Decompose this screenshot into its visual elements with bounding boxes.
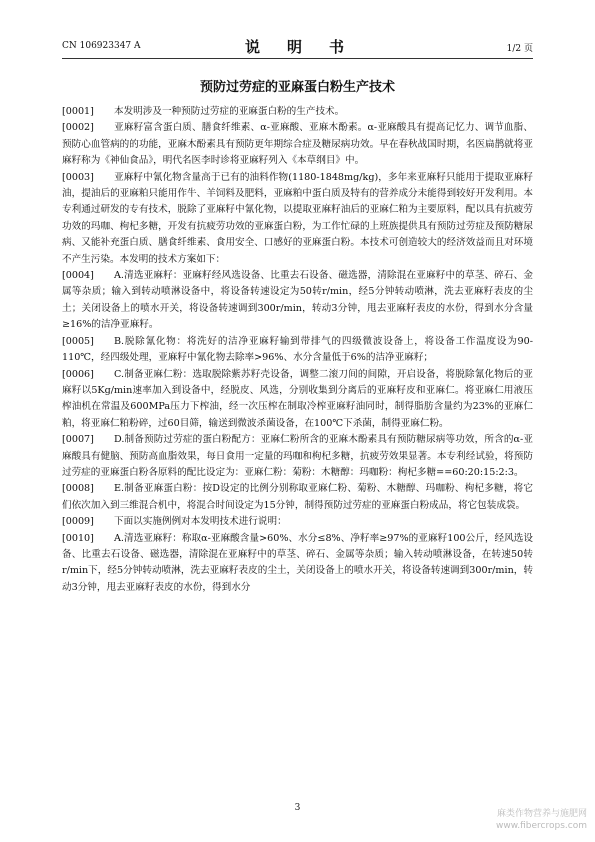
document-type: 说 明 书: [244, 38, 350, 56]
paragraph-number: [0007]: [62, 434, 94, 446]
paragraph-text: A.清选亚麻籽：称取α-亚麻酸含量>60%、水分≤8%、净籽率≥97%的亚麻籽100公斤，经风选设备、比重去石设备、磁选器，清除混在亚麻籽中的草茎、碎石、金属等杂质；输入转动喷淋设备，在转速50转r/min下，经5分钟转动喷淋，洗去亚麻籽表皮的尘土，关闭设备上的喷水开关，将设备转速调到300r/min，转动3分钟，甩去亚麻籽表皮的水份，得到水分: [62, 532, 533, 593]
paragraph-number: [0005]: [62, 335, 94, 347]
paragraph-number: [0010]: [62, 532, 94, 544]
patent-number: CN 106923347 A: [62, 41, 141, 51]
paragraph-number: [0004]: [62, 270, 94, 282]
page-header: [62, 36, 533, 59]
paragraph: [62, 170, 533, 268]
paragraph: [62, 120, 533, 169]
paragraph-text: 本发明涉及一种预防过劳症的亚麻蛋白粉的生产技术。: [114, 106, 345, 117]
page-number: 3: [294, 803, 301, 813]
paragraph: [62, 481, 533, 514]
document-title: 预防过劳症的亚麻蛋白粉生产技术: [199, 80, 395, 95]
document-body: [62, 104, 533, 596]
paragraph: [62, 104, 533, 120]
paragraph-text: E.制备亚麻蛋白粉：按D设定的比例分别称取亚麻仁粉、菊粉、木糖醇、玛咖粉、枸杞多糖，将它们依次加入到三维混合机中，将混合时间设定为15分钟，制得预防过劳症的亚麻蛋白粉成品，将它包装成袋。: [62, 483, 533, 511]
paragraph-number: [0002]: [62, 122, 94, 134]
paragraph-text: 亚麻籽中氰化物含量高于已有的油料作物(1180-1848mg/kg)，多年来亚麻籽只能用于提取亚麻籽油，提油后的亚麻粕只能用作牛、羊饲料及肥料，亚麻粕中蛋白质及特有的营养成分未能得到较好开发利用。本专利通过研发的专有技术，脱除了亚麻籽中氰化物，以提取亚麻籽油后的亚麻仁粕为主要原料，配以具有抗疲劳功效的玛咖、枸杞多糖，开发有抗疲劳功效的亚麻蛋白粉，为工作忙碌的上班族提供具有预防过劳症及预防糖尿病、又能补充蛋白质、膳食纤维素、食用安全、口感好的亚麻蛋白粉。本技术可创造较大的经济效益而且对环境不产生污染。本发明的技术方案如下：: [62, 171, 533, 265]
paragraph-number: [0001]: [62, 106, 94, 117]
paragraph-number: [0009]: [62, 516, 94, 528]
paragraph-number: [0006]: [62, 368, 94, 380]
paragraph: [62, 334, 533, 367]
paragraph-text: 亚麻籽富含蛋白质、膳食纤维素、α-亚麻酸、亚麻木酚素。α-亚麻酸具有提高记忆力、调节血脂、预防心血管病的的功能，亚麻木酚素具有预防更年期综合症及糖尿病功效。早在春秋战国时期，名医扁鹊就将亚麻籽称为《神仙食品》，明代名医李时诊将亚麻籽列入《本草纲目》中。: [62, 122, 533, 167]
paragraph: [62, 432, 533, 481]
paragraph-text: 下面以实施例例对本发明技术进行说明：: [114, 516, 287, 528]
paragraph: [62, 367, 533, 433]
page-indicator: 1/2 页: [506, 44, 533, 54]
paragraph-text: C.制备亚麻仁粉：选取脱除紫苏籽壳设备，调整二滚刀间的间隙，开启设备，将脱除氰化物后的亚麻籽以5Kg/min速率加入到设备中，经脱皮、风选，分别收集到分离后的亚麻籽皮和亚麻仁。将亚麻仁用液压榨油机在常温及600MPa压力下榨油，经一次压榨在制取冷榨亚麻籽油同时，制得脂肪含量约为23%的亚麻仁粕，将亚麻仁粕粉碎，过60目筛，输送到微波杀菌设备，在100℃下杀菌，制得亚麻仁粉。: [62, 368, 533, 429]
paragraph: [62, 514, 533, 530]
paragraph: [62, 268, 533, 334]
paragraph: [62, 531, 533, 597]
watermark-line-1: 麻类作物营养与施肥网: [496, 809, 587, 819]
paragraph-text: D.制备预防过劳症的蛋白粉配方：亚麻仁粉所含的亚麻木酚素具有预防糖尿病等功效，所含的α-亚麻酸具有健脑、预防高血脂效果，每日食用一定量的玛咖和枸杞多糖，抗疲劳效果显著。本专利经试验，将预防过劳症的亚麻蛋白粉各原料的配比设定为：亚麻仁粉：菊粉：木糖醇：玛咖粉：枸杞多糖==60:20:15:2:3。: [62, 434, 533, 478]
watermark: [496, 808, 587, 832]
paragraph-number: [0008]: [62, 483, 94, 495]
watermark-line-2: www.fibercrops.com: [496, 821, 587, 831]
paragraph-text: A.清选亚麻籽：亚麻籽经风选设备、比重去石设备、磁选器，清除混在亚麻籽中的草茎、碎石、金属等杂质；输入到转动喷淋设备中，将设备转速设定为50转r/min，经5分钟转动喷淋，洗去亚麻籽表皮的尘土；关闭设备上的喷水开关，将设备转速调到300r/min，转动3分钟，甩去亚麻籽表皮的水份，得到水分含量≥16%的洁净亚麻籽。: [62, 270, 533, 331]
paragraph-number: [0003]: [62, 171, 94, 183]
paragraph-text: B.脱除氰化物：将洗好的洁净亚麻籽输到带排气的四级微波设备上，将设备工作温度设为90-110℃，经四级处理，亚麻籽中氰化物去除率>96%、水分含量低于6%的洁净亚麻籽；: [62, 335, 533, 364]
